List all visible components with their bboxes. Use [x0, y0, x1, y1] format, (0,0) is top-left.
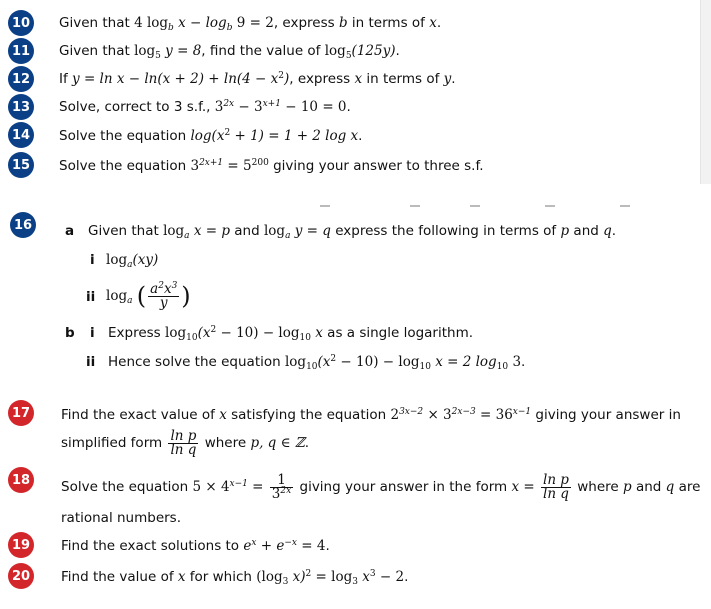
- question-number-badge: 18: [8, 467, 34, 493]
- question-18-line2: rational numbers.: [61, 510, 182, 526]
- question-17-line1: Find the exact value of x satisfying the equation $2^{3x-2} \times 3^{2x-3} = 36^{x-1}$ giving your answer in: [61, 407, 681, 423]
- question-16a-text: Given that $\log_a x = p$ and $\log_a y = q$ express the following in terms of p and q.: [88, 223, 617, 241]
- divider-mark: [320, 205, 330, 207]
- question-14-text: Solve the equation $\log(x^2 + 1) = 1 + 2$ log x.: [59, 128, 363, 144]
- question-number-badge: 13: [8, 94, 34, 120]
- question-16bii-text: Hence solve the equation $\log_{10}(x^2 - 10) - \log_{10} x = 2$ $\log_{10} 3$.: [108, 354, 526, 372]
- question-number-badge: 20: [8, 563, 34, 589]
- question-16aii-expression: $\log_a$ ( $\frac{a^2x^3}{y}$ ): [106, 280, 191, 311]
- question-number-badge: 16: [10, 212, 36, 238]
- divider-mark: [620, 205, 630, 207]
- question-18-line1: Solve the equation $5 \times 4^{x-1}$ = $\frac{1}{3^{2x}}$ giving your answer in the form x = $\frac{\text{ln p}}{\text{ln q}}$ where p and q are: [61, 471, 701, 502]
- question-13-text: Solve, correct to 3 s.f., $3^{2x} - 3^{x+1} - 10 = 0$.: [59, 99, 351, 115]
- question-number-badge: 10: [8, 10, 34, 36]
- question-15-text: Solve the equation $3^{2x+1} = 5^{200}$ giving your answer to three s.f.: [59, 158, 484, 174]
- question-16bi-text: Express $\log_{10}(x^2 - 10) - \log_{10} x$ as a single logarithm.: [108, 325, 474, 343]
- question-number-badge: 19: [8, 532, 34, 558]
- part-label-ii: ii: [86, 354, 96, 370]
- question-number-badge: 12: [8, 66, 34, 92]
- part-label-a: a: [65, 223, 75, 239]
- question-11-text: Given that $\log_5 y = 8$, find the value of $\log_5(125y)$.: [59, 43, 400, 61]
- question-17-line2: simplified form $\frac{\text{ln p}}{\text{ln q}}$ where p, q ∈ ℤ.: [61, 427, 310, 458]
- divider-mark: [410, 205, 420, 207]
- part-label-ii: ii: [86, 289, 96, 305]
- divider-mark: [545, 205, 555, 207]
- question-20-text: Find the value of x for which ($\log_3$ $x)^2 = \log_3 x^3 - 2$.: [61, 569, 409, 587]
- question-number-badge: 14: [8, 122, 34, 148]
- question-number-badge: 11: [8, 38, 34, 64]
- question-10-text: Given that 4 $\log_b x - \log_b 9 = 2$, express b in terms of x.: [59, 15, 442, 33]
- scrollbar[interactable]: [700, 0, 711, 184]
- question-19-text: Find the exact solutions to $e^x + e^{-x} = 4$.: [61, 538, 330, 554]
- question-number-badge: 15: [8, 152, 34, 178]
- part-label-b: b: [65, 325, 75, 341]
- divider-mark: [470, 205, 480, 207]
- question-number-badge: 17: [8, 400, 34, 426]
- part-label-i: i: [90, 252, 95, 268]
- question-16ai-expression: $\log_a(xy)$: [106, 252, 159, 270]
- question-12-text: If $y = \ln x - \ln(x + 2) + \ln(4 - x^2)$, express x in terms of y.: [59, 71, 456, 87]
- part-label-i: i: [90, 325, 95, 341]
